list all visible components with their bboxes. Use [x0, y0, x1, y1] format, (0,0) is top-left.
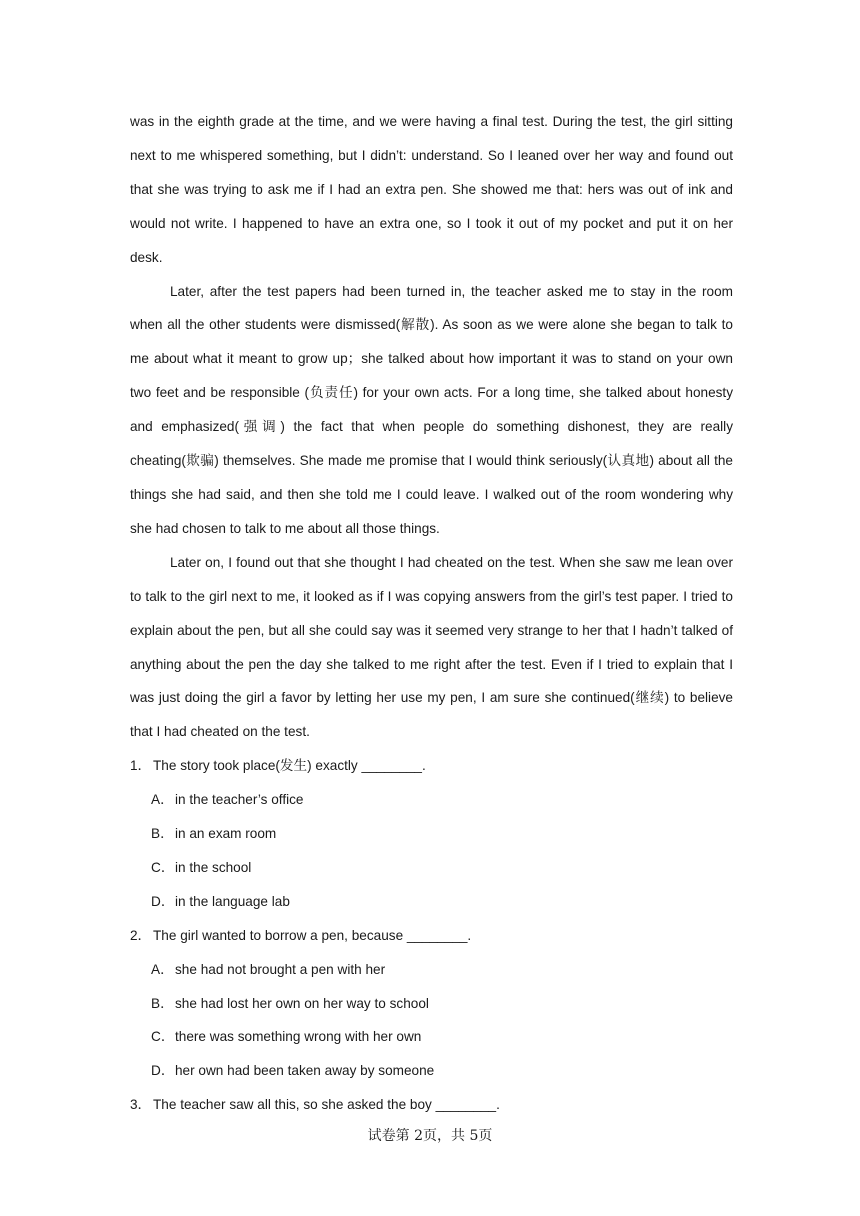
option-text: in an exam room [175, 826, 277, 842]
question-1-options [130, 783, 733, 919]
question-1-option-d[interactable] [130, 885, 733, 919]
option-label: D． [151, 893, 175, 909]
option-text: in the language lab [175, 893, 290, 909]
question-2-options [130, 953, 733, 1089]
option-label: C． [151, 859, 175, 875]
passage-paragraph-1: was in the eighth grade at the time, and we were having a final test. During the test, the girl sitting next to me whispered something, but I didn’t: understand. So I leaned over her way and found out that she was trying to ask me if I had an extra pen. She showed me that: hers was out of ink and would not write. I happened to have an extra one, so I took it out of my pocket and put it on her desk. [130, 114, 733, 265]
passage-paragraph-3: Later on, I found out that she thought I had cheated on the test. When she saw me lean over to talk to the girl next to me, it looked as if I was copying answers from the girl’s test paper. I tried to explain about the pen, but all she could say was it seemed very strange to her that I hadn’t talked of anything about the pen the day she talked to me right after the test. Even if I tried to explain that I was just doing the girl a favor by letting her use my pen, I am sure she continued(继续) to believe that I had cheated on the test. [130, 554, 733, 740]
option-text: in the school [175, 859, 252, 875]
option-text: she had lost her own on her way to school [175, 995, 429, 1011]
option-label: B． [151, 826, 174, 842]
question-3 [130, 1088, 733, 1122]
question-1-stem [130, 749, 733, 783]
option-text: she had not brought a pen with her [175, 961, 386, 977]
option-text: her own had been taken away by someone [175, 1063, 435, 1079]
page-content [130, 105, 733, 1122]
question-3-text: The teacher saw all this, so she asked the boy ________. [153, 1097, 500, 1113]
option-label: A． [151, 961, 174, 977]
question-1-text: The story took place(发生) exactly ________. [153, 758, 426, 774]
question-2 [130, 919, 733, 1089]
question-2-option-a[interactable] [130, 953, 733, 987]
question-1-option-a[interactable] [130, 783, 733, 817]
question-1-option-c[interactable] [130, 851, 733, 885]
option-text: in the teacher’s office [175, 792, 304, 808]
question-2-option-b[interactable] [130, 987, 733, 1021]
page-footer: 试卷第 2页，共 5页 [367, 1128, 493, 1144]
question-1 [130, 749, 733, 919]
option-text: there was something wrong with her own [175, 1029, 422, 1045]
option-label: C． [151, 1029, 175, 1045]
question-2-number: 2． [130, 927, 152, 943]
option-label: D． [151, 1063, 175, 1079]
question-2-option-c[interactable] [130, 1020, 733, 1054]
question-3-stem [130, 1088, 733, 1122]
question-1-number: 1． [130, 758, 152, 774]
passage-paragraph-2: Later, after the test papers had been turned in, the teacher asked me to stay in the room when all the other students were dismissed(解散). As soon as we were alone she began to talk to me about what it meant to grow up；she talked about how important it was to stand on your own two feet and be responsible (负责任) for your own acts. For a long time, she talked about honesty and emphasized(强调) the fact that when people do something dishonest, they are really cheating(欺骗) themselves. She made me promise that I would think seriously(认真地) about all the things she had said, and then she told me I could leave. I walked out of the room wondering why she had chosen to talk to me about all those things. [130, 283, 733, 536]
question-2-stem [130, 919, 733, 953]
question-2-option-d[interactable] [130, 1054, 733, 1088]
option-label: A． [151, 792, 174, 808]
option-label: B． [151, 995, 174, 1011]
question-1-option-b[interactable] [130, 817, 733, 851]
question-2-text: The girl wanted to borrow a pen, because ________. [153, 927, 472, 943]
question-3-number: 3． [130, 1097, 152, 1113]
